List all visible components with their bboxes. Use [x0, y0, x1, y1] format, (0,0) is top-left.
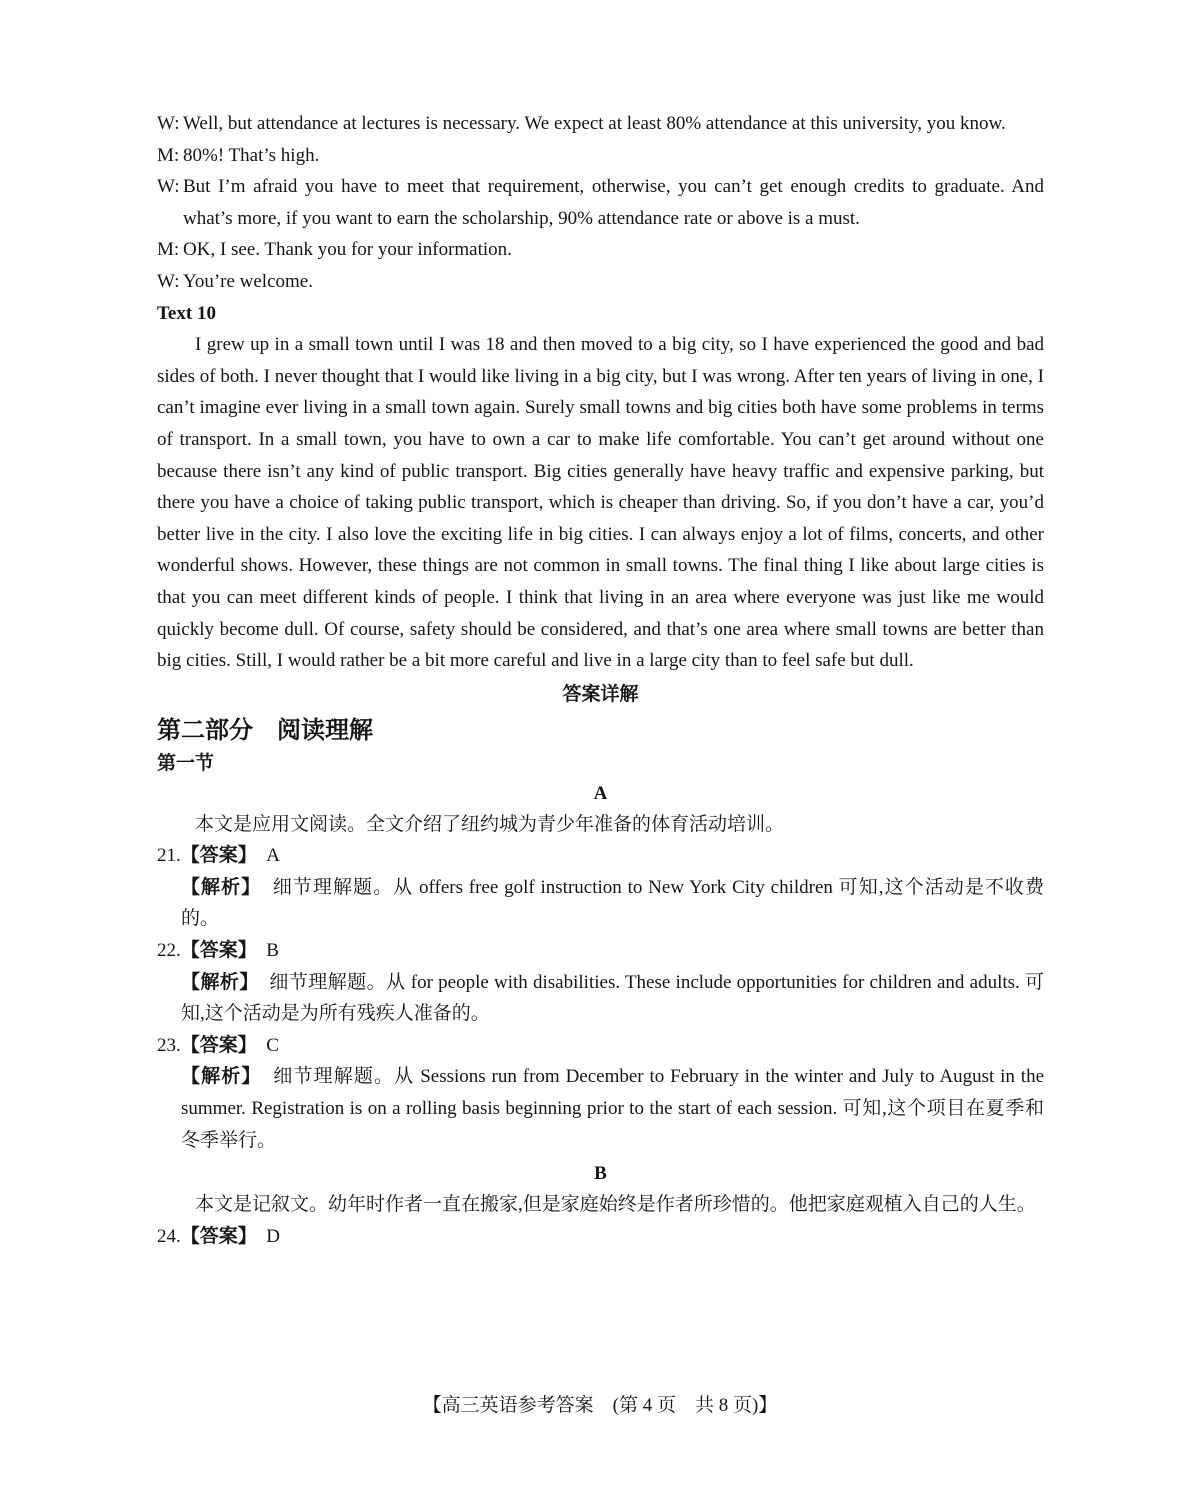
dialogue-line	[157, 266, 1044, 298]
passage-a-letter: A	[593, 782, 608, 804]
answers-title: 答案详解	[562, 683, 639, 705]
question-number: 22.	[157, 940, 181, 962]
text10-heading: Text 10	[157, 302, 216, 324]
question-number: 21.	[157, 845, 181, 867]
explanation-text: 细节理解题。从 Sessions run from December to February in the winter and July to August in the summer. Registration is on a rolling basis beginning prior to the start of each session. 可知,这个项目在夏季和冬季举行。	[181, 1066, 1044, 1151]
speaker-label: M:	[157, 144, 180, 166]
answer-tag: 【答案】	[180, 1224, 257, 1247]
dialogue-text: You’re welcome.	[183, 270, 313, 292]
question-24	[157, 1221, 1044, 1253]
answer-value: B	[266, 940, 279, 962]
page-footer: 【高三英语参考答案 (第 4 页 共 8 页)】	[422, 1395, 778, 1416]
speaker-label: M:	[157, 239, 180, 261]
explanation-text: 细节理解题。从 offers free golf instruction to New York City children 可知,这个活动是不收费的。	[181, 876, 1044, 930]
explanation-21	[157, 872, 1044, 935]
question-21	[157, 840, 1044, 872]
question-number: 23.	[157, 1034, 181, 1056]
speaker-label: W:	[157, 113, 180, 134]
document-page	[157, 108, 1044, 1252]
dialogue-text: But I’m afraid you have to meet that requirement, otherwise, you can’t get enough credits to graduate. And what’s more, if you want to earn the scholarship, 90% attendance rate or above is a must.	[183, 176, 1044, 229]
part-title: 第二部分 阅读理解	[157, 715, 373, 744]
answer-value: A	[266, 845, 280, 867]
speaker-label: W:	[157, 176, 180, 198]
dialogue-line	[157, 140, 1044, 172]
explanation-tag: 【解析】	[181, 970, 259, 993]
dialogue-text: 80%! That’s high.	[183, 144, 320, 166]
explanation-22	[157, 967, 1044, 1030]
answer-tag: 【答案】	[180, 844, 257, 867]
answer-value: D	[266, 1225, 280, 1247]
answer-tag: 【答案】	[180, 939, 257, 962]
question-23	[157, 1030, 1044, 1062]
explanation-text: 细节理解题。从 for people with disabilities. These include opportunities for children and adults. 可知,这个活动是为所有残疾人准备的。	[181, 971, 1044, 1025]
explanation-tag: 【解析】	[181, 1065, 262, 1088]
dialogue-line	[157, 171, 1044, 234]
passage-b-letter: B	[594, 1163, 607, 1185]
passage-b-summary: 本文是记叙文。幼年时作者一直在搬家,但是家庭始终是作者所珍惜的。他把家庭观植入自己的人生。	[195, 1194, 1036, 1216]
speaker-label: W:	[157, 270, 180, 292]
answer-value: C	[266, 1034, 279, 1056]
text10-body: I grew up in a small town until I was 18 and then moved to a big city, so I have experienced the good and bad sides of both. I never thought that I would like living in a big city, but I was wrong. After ten years of living in one, I can’t imagine ever living in a small town again. Surely small towns and big cities both have some problems in terms of transport. In a small town, you have to own a car to make life comfortable. You can’t get around without one because there isn’t any kind of public transport. Big cities generally have heavy traffic and expensive parking, but there you have a choice of taking public transport, which is cheaper than driving. So, if you don’t have a car, you’d better live in the city. I also love the exciting life in big cities. I can always enjoy a lot of films, concerts, and other wonderful shows. However, these things are not common in small towns. The final thing I like about large cities is that you can meet different kinds of people. I think that living in an area where everyone was just like me would quickly become dull. Of course, safety should be considered, and that’s one area where small towns are better than big cities. Still, I would rather be a bit more careful and live in a large city than to feel safe but dull.	[157, 334, 1044, 672]
dialogue-block	[157, 108, 1044, 298]
passage-a-summary: 本文是应用文阅读。全文介绍了纽约城为青少年准备的体育活动培训。	[195, 813, 785, 835]
explanation-23	[157, 1061, 1044, 1156]
section-title: 第一节	[157, 751, 215, 774]
dialogue-line	[157, 108, 1044, 140]
dialogue-text: Well, but attendance at lectures is necessary. We expect at least 80% attendance at this university, you know.	[183, 113, 1006, 134]
dialogue-line	[157, 234, 1044, 266]
explanation-tag: 【解析】	[181, 875, 262, 898]
dialogue-text: OK, I see. Thank you for your information.	[183, 239, 512, 261]
question-number: 24.	[157, 1225, 181, 1247]
question-22	[157, 935, 1044, 967]
answer-tag: 【答案】	[180, 1033, 257, 1056]
